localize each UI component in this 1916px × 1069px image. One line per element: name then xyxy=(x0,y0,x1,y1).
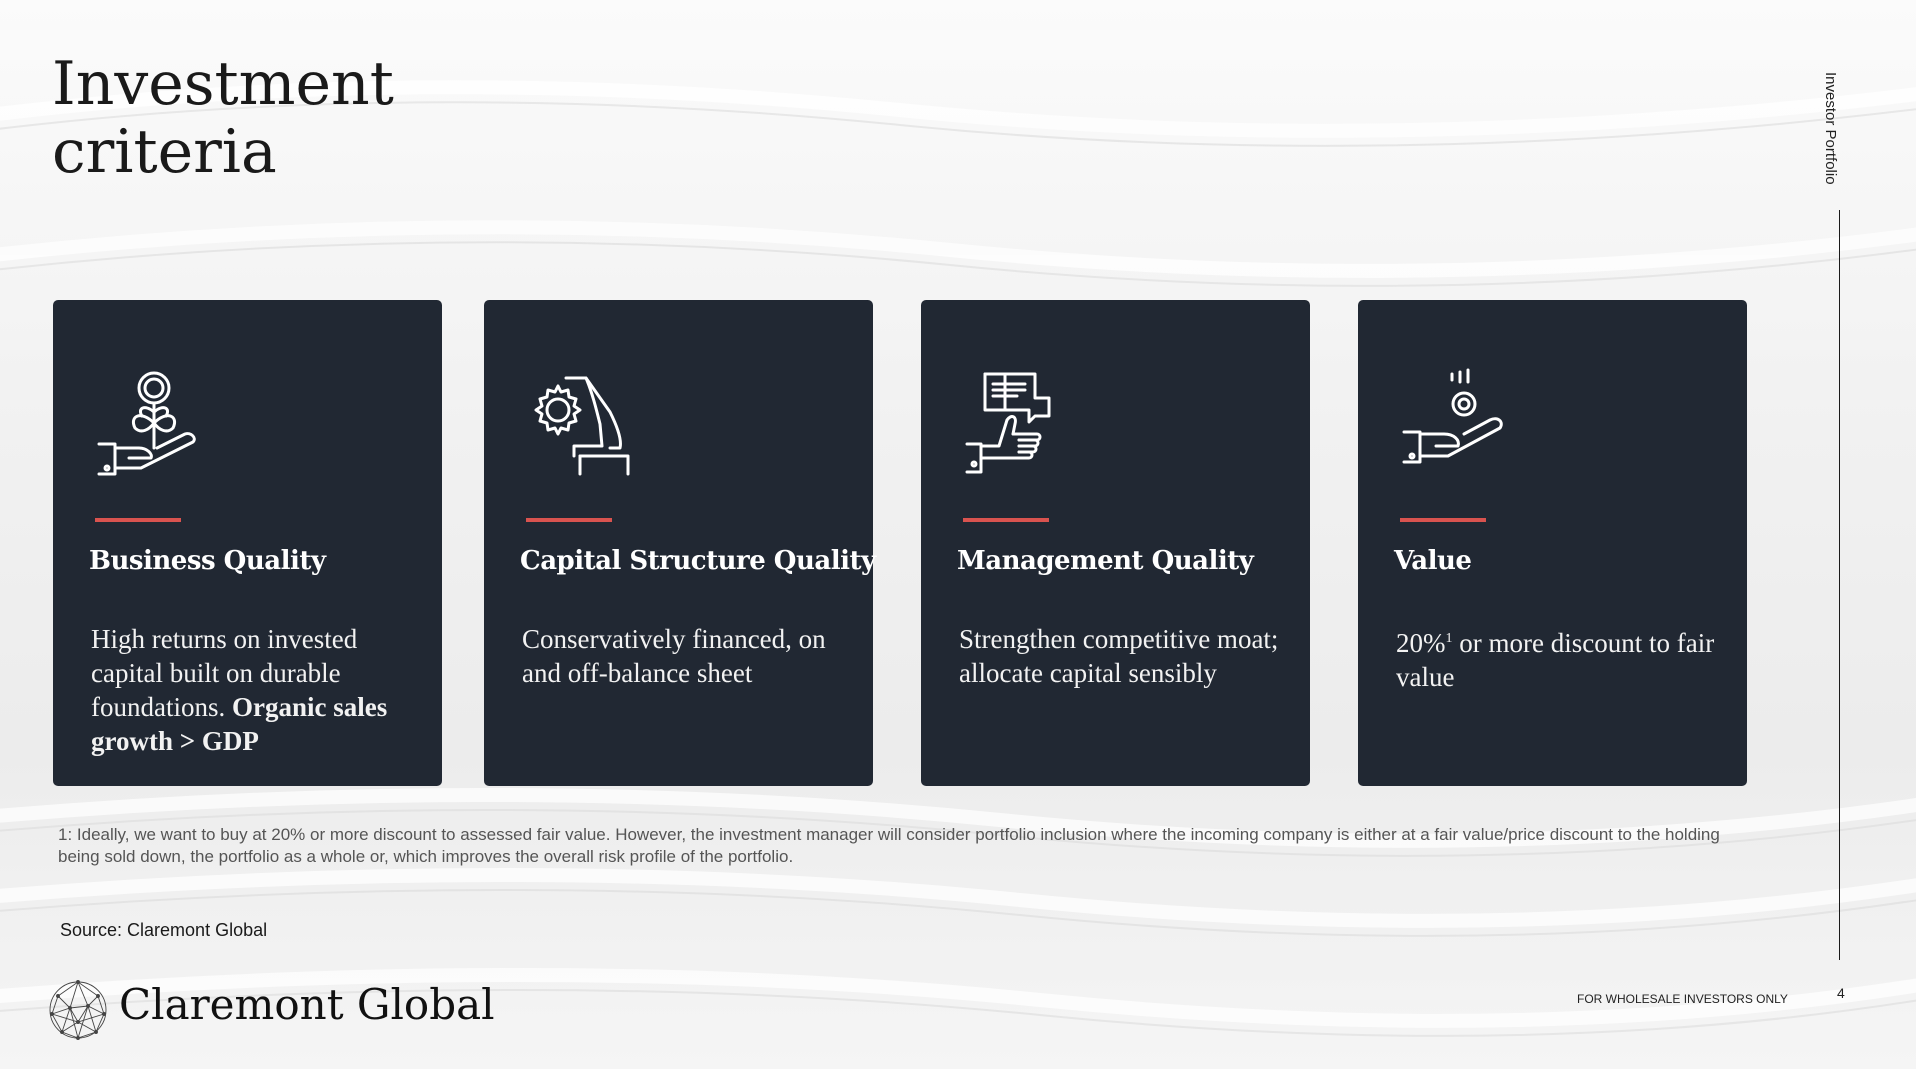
accent-bar xyxy=(963,518,1049,522)
vertical-divider xyxy=(1839,210,1840,960)
section-label: Investor Portfolio xyxy=(1822,72,1839,185)
globe-network-icon xyxy=(46,978,110,1042)
title-line-1: Investment xyxy=(52,49,394,119)
brand-name: Claremont Global xyxy=(119,980,495,1029)
card-description: Strengthen competitive moat; allocate capital sensibly xyxy=(959,624,1279,688)
card-description xyxy=(91,622,412,758)
card-description: Conservatively financed, on and off-balance sheet xyxy=(522,624,826,688)
card-title: Value xyxy=(1394,546,1472,576)
accent-bar xyxy=(526,518,612,522)
footnote: 1: Ideally, we want to buy at 20% or more discount to assessed fair value. However, the investment manager will consider portfolio inclusion where the incoming company is either at a fair value/price discount to the holding being sold down, the portfolio as a whole or, which improves the overall risk profile of the portfolio. xyxy=(58,825,1720,866)
money-plant-hand-icon xyxy=(97,368,207,478)
page-title xyxy=(52,50,394,186)
card-business-quality xyxy=(53,300,442,786)
card-management-quality xyxy=(921,300,1310,786)
title-line-2: criteria xyxy=(52,117,277,187)
card-description-bold: Organic sales growth > GDP xyxy=(91,692,388,756)
card-description-text: High returns on invested capital built on durable foundations. xyxy=(91,624,358,722)
card-description-text: or more discount to fair value xyxy=(1396,628,1715,692)
footnote-marker: 1 xyxy=(1445,631,1453,646)
source-note: Source: Claremont Global xyxy=(60,920,268,940)
discount-percentage: 20% xyxy=(1396,628,1446,658)
head-gear-icon xyxy=(528,368,638,478)
card-value xyxy=(1358,300,1747,786)
hand-coin-icon xyxy=(1402,368,1512,478)
card-title: Management Quality xyxy=(957,546,1254,576)
card-description xyxy=(1396,622,1717,694)
accent-bar xyxy=(1400,518,1486,522)
disclaimer-label: FOR WHOLESALE INVESTORS ONLY xyxy=(1577,992,1788,1006)
page-number: 4 xyxy=(1837,985,1845,1001)
accent-bar xyxy=(95,518,181,522)
card-title: Business Quality xyxy=(89,546,326,576)
hand-speech-bubble-icon xyxy=(965,368,1075,478)
card-title: Capital Structure Quality xyxy=(520,546,876,576)
card-capital-structure-quality xyxy=(484,300,876,786)
